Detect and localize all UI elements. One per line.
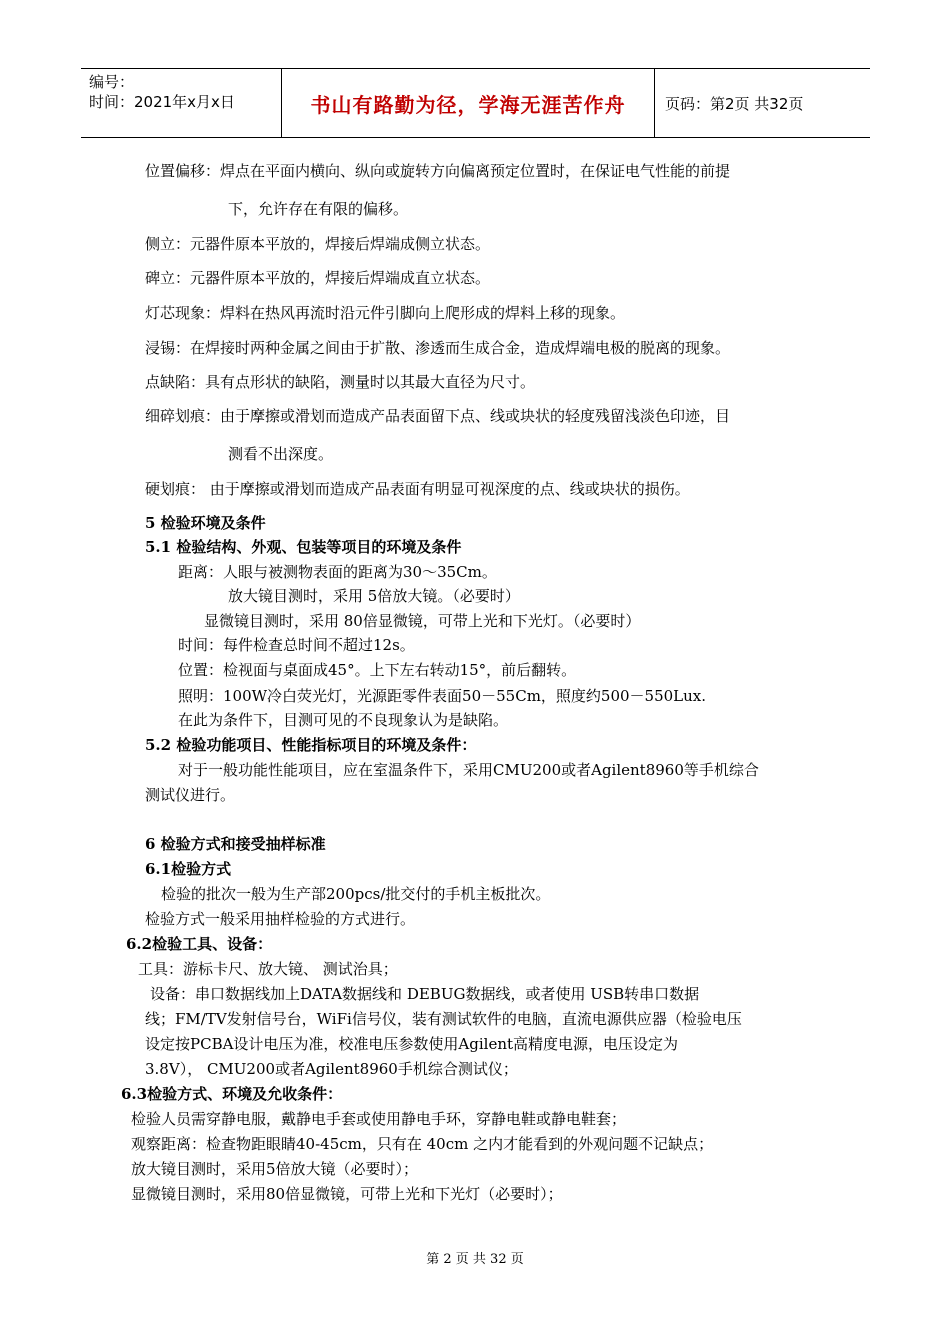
line-point-defect: 点缺陷：具有点形状的缺陷，测量时以其最大直径为尺寸。: [145, 373, 536, 391]
line-function-test: 对于一般功能性能项目，应在室温条件下，采用CMU200或者Agilent8960等手机综合: [178, 761, 759, 779]
line-magnifier: 放大镜目测时，采用 5倍放大镜。（必要时）: [228, 587, 520, 605]
line-lighting: 照明：100W冷白荧光灯，光源距零件表面50－55Cm，照度约500－550Lux.: [178, 687, 707, 705]
line-function-test-cont: 测试仪进行。: [145, 786, 236, 804]
number-label: 编号：: [89, 73, 135, 91]
line-sampling: 检验方式一般采用抽样检验的方式进行。: [145, 910, 416, 928]
line-tombstone: 碑立：元器件原本平放的，焊接后焊端成直立状态。: [145, 269, 491, 287]
line-distance: 距离：人眼与被测物表面的距离为30～35Cm。: [178, 563, 497, 581]
heading-section-6-2: 6.2检验工具、设备：: [126, 935, 273, 953]
line-leaching: 浸锡：在焊接时两种金属之间由于扩散、渗透而生成合金，造成焊端电极的脱离的现象。: [145, 339, 731, 357]
line-microscope: 显微镜目测时，采用 80倍显微镜，可带上光和下光灯。（必要时）: [204, 612, 641, 630]
line-wicking: 灯芯现象：焊料在热风再流时沿元件引脚向上爬形成的焊料上移的现象。: [145, 304, 626, 322]
heading-section-5: 5 检验环境及条件: [145, 514, 266, 532]
line-equipment: 设备：串口数据线加上DATA数据线和 DEBUG数据线，或者使用 USB转串口数据: [150, 985, 700, 1003]
heading-section-5-1: 5.1 检验结构、外观、包装等项目的环境及条件: [145, 538, 462, 556]
line-microscope-2: 显微镜目测时，采用80倍显微镜，可带上光和下光灯（必要时）；: [131, 1185, 563, 1203]
line-equipment-cont-2: 设定按PCBA设计电压为准，校准电压参数使用Agilent高精度电源，电压设定为: [145, 1035, 679, 1053]
line-tools: 工具：游标卡尺、放大镜、 测试治具；: [138, 960, 398, 978]
heading-section-5-2: 5.2 检验功能项目、性能指标项目的环境及条件：: [145, 736, 477, 754]
heading-section-6-1: 6.1检验方式: [145, 860, 232, 878]
line-position: 位置：检视面与桌面成45°。上下左右转动15°，前后翻转。: [178, 661, 577, 679]
heading-section-6: 6 检验方式和接受抽样标准: [145, 835, 326, 853]
line-position-offset: 位置偏移：焊点在平面内横向、纵向或旋转方向偏离预定位置时，在保证电气性能的前提: [145, 162, 731, 180]
line-viewing-distance: 观察距离：检查物距眼睛40-45cm，只有在 40cm 之内才能看到的外观问题不记缺点；: [131, 1135, 714, 1153]
line-fine-scratch: 细碎划痕：由于摩擦或滑划而造成产品表面留下点、线或块状的轻度残留浅淡色印迹，目: [145, 407, 731, 425]
page-number-label: 页码：第2页 共32页: [665, 94, 804, 113]
line-fine-scratch-cont: 测看不出深度。: [228, 445, 334, 463]
line-esd: 检验人员需穿静电服，戴静电手套或使用静电手环，穿静电鞋或静电鞋套；: [131, 1110, 627, 1128]
line-condition-note: 在此为条件下，目测可见的不良现象认为是缺陷。: [178, 711, 509, 729]
page-footer: 第 2 页 共 32 页: [426, 1252, 524, 1267]
header-meta-cell: [81, 69, 282, 137]
line-equipment-cont-1: 线；FM/TV发射信号台，WiFi信号仪，装有测试软件的电脑，直流电源供应器（检验电压: [145, 1010, 742, 1028]
heading-section-6-3: 6.3检验方式、环境及允收条件：: [121, 1085, 343, 1103]
line-batch: 检验的批次一般为生产部200pcs/批交付的手机主板批次。: [161, 885, 551, 903]
line-hard-scratch: 硬划痕： 由于摩擦或滑划而造成产品表面有明显可视深度的点、线或块状的损伤。: [145, 480, 690, 498]
line-position-offset-cont: 下，允许存在有限的偏移。: [228, 200, 409, 218]
line-equipment-cont-3: 3.8V）， CMU200或者Agilent8960手机综合测试仪；: [145, 1060, 518, 1078]
line-magnifier-2: 放大镜目测时，采用5倍放大镜（必要时）；: [131, 1160, 419, 1178]
time-label: 时间：2021年x月x日: [89, 93, 235, 111]
line-time: 时间：每件检查总时间不超过12s。: [178, 636, 415, 654]
page-header: [81, 68, 870, 138]
header-page-cell: [655, 69, 870, 137]
header-motto-cell: [282, 69, 655, 137]
line-side-stand: 侧立：元器件原本平放的，焊接后焊端成侧立状态。: [145, 235, 491, 253]
motto-text: 书山有路勤为径，学海无涯苦作舟: [310, 92, 626, 117]
